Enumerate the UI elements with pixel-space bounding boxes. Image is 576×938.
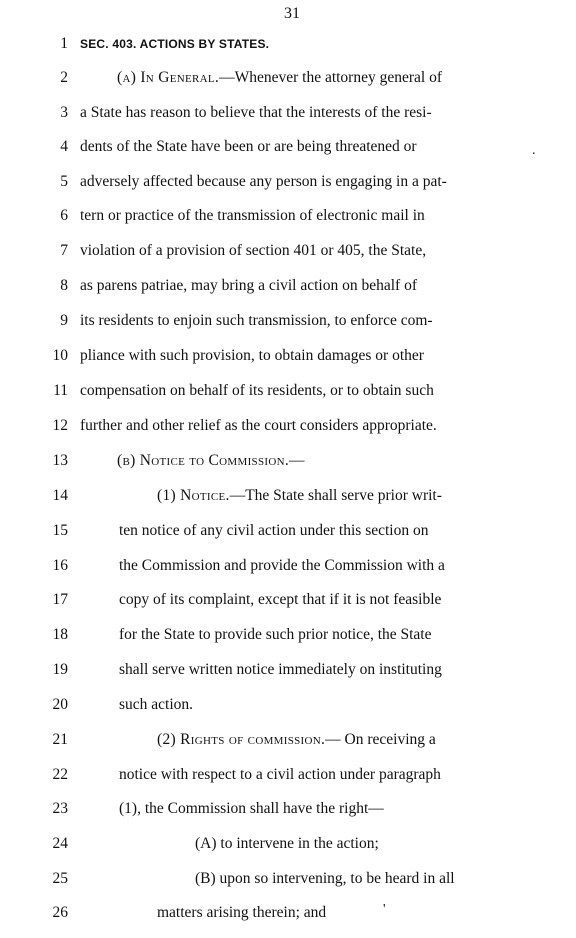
text-line-25: [0, 864, 576, 894]
line-number: 4: [60, 138, 68, 155]
paragraph-2-line: [157, 725, 436, 755]
line-text: for the State to provide such prior notice, the State: [119, 626, 432, 643]
line-number: 13: [52, 452, 68, 469]
line-text: tern or practice of the transmission of electronic mail in: [80, 207, 425, 224]
line-number: 11: [53, 382, 68, 399]
text-line-5: [0, 167, 576, 197]
text-line-15: [0, 516, 576, 546]
text-line-24: [0, 829, 576, 859]
line-number: 7: [60, 242, 68, 259]
text-line-18: [0, 620, 576, 650]
section-heading: SEC. 403. ACTIONS BY STATES.: [80, 37, 270, 51]
line-number: 6: [60, 207, 68, 224]
line-number: 18: [52, 626, 68, 643]
line-text: dents of the State have been or are being threatened or: [80, 138, 417, 155]
line-number: 22: [52, 766, 68, 783]
line-number: 12: [52, 417, 68, 434]
line-text: as parens patriae, may bring a civil action on behalf of: [80, 277, 417, 294]
text-line-17: [0, 585, 576, 615]
line-number: 10: [52, 347, 68, 364]
line-text: a State has reason to believe that the interests of the resi-: [80, 104, 432, 121]
subsection-a-line: [117, 63, 522, 93]
line-text: copy of its complaint, except that if it is not feasible: [119, 591, 442, 608]
line-text: compensation on behalf of its residents, or to obtain such: [80, 382, 434, 399]
text-line-19: [0, 655, 576, 685]
line-number: 26: [52, 904, 68, 921]
text-line-20: [0, 690, 576, 720]
line-number: 5: [60, 173, 68, 190]
line-text: such action.: [119, 696, 194, 713]
paragraph-heading: (1) Notice.: [157, 487, 230, 504]
line-text: the Commission and provide the Commission with a: [119, 557, 445, 574]
subsection-heading: (b) Notice to Commission.: [117, 452, 289, 469]
line-text: shall serve written notice immediately on instituting: [119, 661, 442, 678]
line-text: ten notice of any civil action under this section on: [119, 522, 429, 539]
scan-speck: ': [383, 902, 386, 917]
line-text: adversely affected because any person is engaging in a pat-: [80, 173, 447, 190]
line-text: further and other relief as the court considers appropriate.: [80, 417, 437, 434]
paragraph-heading: (2) Rights of commission.: [157, 731, 326, 748]
line-text: —: [289, 452, 305, 469]
line-text: — On receiving a: [325, 731, 436, 748]
text-line-4: [0, 132, 576, 162]
line-text: matters arising therein; and: [157, 904, 327, 921]
line-number: 1: [60, 35, 68, 52]
text-line-9: [0, 306, 576, 336]
text-line-10: [0, 341, 576, 371]
line-text: (A) to intervene in the action;: [195, 835, 379, 852]
text-line-21: [0, 725, 576, 755]
text-line-12: [0, 411, 576, 441]
line-number: 14: [52, 487, 68, 504]
text-line-1: [0, 29, 576, 59]
text-line-13: [0, 446, 576, 476]
line-number: 23: [52, 800, 68, 817]
subsection-b-line: [117, 446, 305, 476]
text-line-23: [0, 794, 576, 824]
line-number: 8: [60, 277, 68, 294]
text-line-16: [0, 551, 576, 581]
line-number: 24: [52, 835, 68, 852]
line-number: 15: [52, 522, 68, 539]
text-line-6: [0, 201, 576, 231]
line-text: its residents to enjoin such transmission, to enforce com-: [80, 312, 433, 329]
line-number: 25: [52, 870, 68, 887]
line-text: (1), the Commission shall have the right—: [119, 800, 384, 817]
subsection-heading: (a) In General.: [117, 69, 220, 86]
line-text: pliance with such provision, to obtain damages or other: [80, 347, 424, 364]
text-line-26: [0, 898, 576, 928]
text-line-8: [0, 271, 576, 301]
line-number: 21: [52, 731, 68, 748]
line-text: —The State shall serve prior writ-: [229, 487, 442, 504]
line-number: 2: [60, 69, 68, 86]
line-number: 3: [60, 104, 68, 121]
line-number: 9: [60, 312, 68, 329]
paragraph-1-line: [157, 481, 442, 511]
line-text: —Whenever the attorney general of: [219, 69, 442, 86]
text-line-7: [0, 236, 576, 266]
line-text: notice with respect to a civil action under paragraph: [119, 766, 441, 783]
page-number: 31: [284, 5, 300, 22]
line-number: 20: [52, 696, 68, 713]
line-text: (B) upon so intervening, to be heard in all: [195, 870, 455, 887]
line-number: 16: [52, 557, 68, 574]
text-line-14: [0, 481, 576, 511]
line-text: violation of a provision of section 401 or 405, the State,: [80, 242, 427, 259]
text-line-11: [0, 376, 576, 406]
text-line-3: [0, 98, 576, 128]
text-line-22: [0, 760, 576, 790]
scan-speck: .: [532, 143, 536, 158]
line-number: 19: [52, 661, 68, 678]
line-number: 17: [52, 591, 68, 608]
text-line-2: [0, 63, 576, 93]
